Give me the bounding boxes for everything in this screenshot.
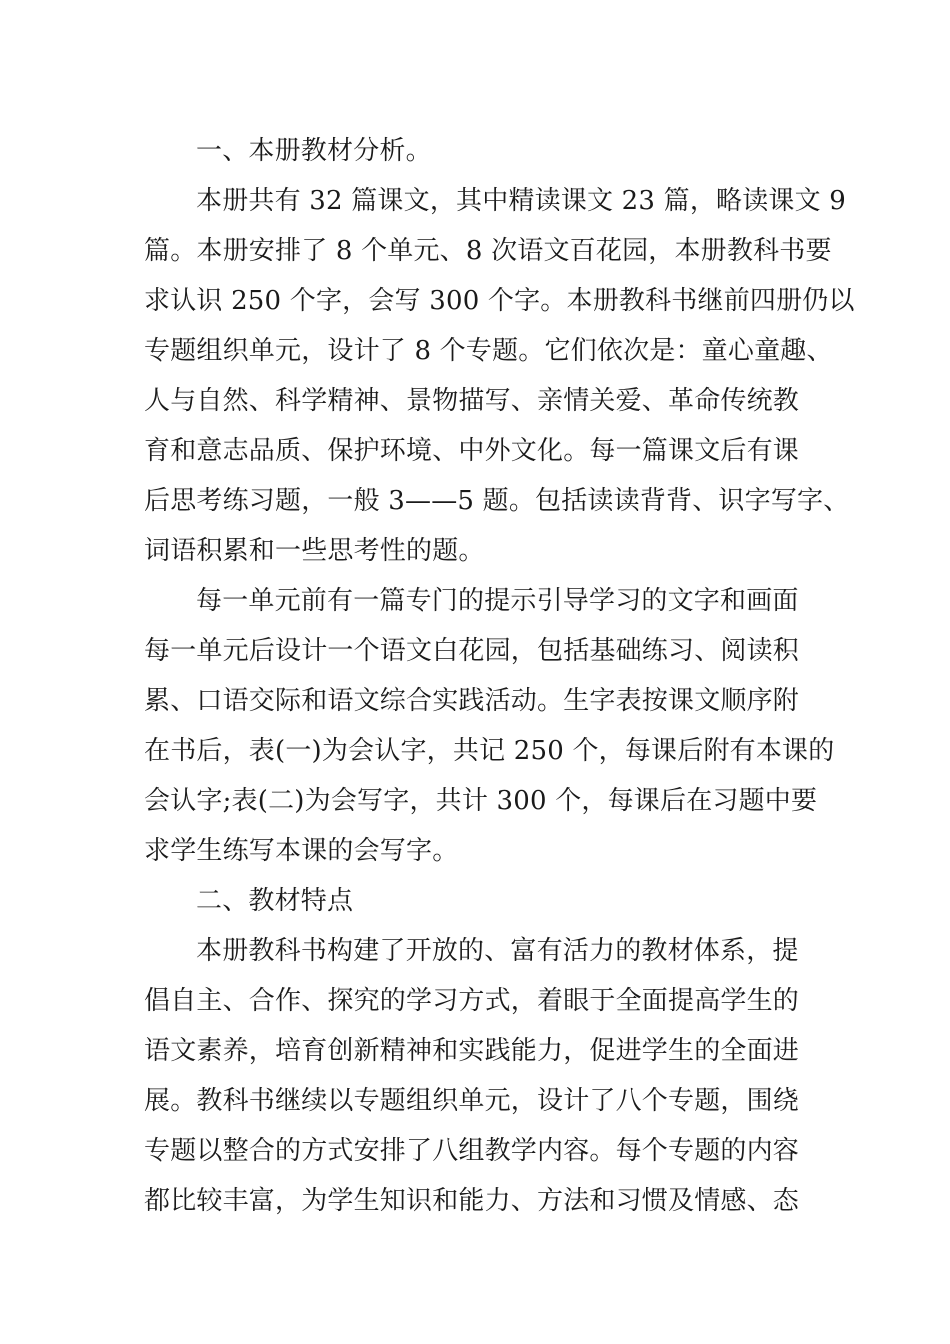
paragraph-line: 专题组织单元，设计了 8 个专题。它们依次是：童心童趣、 <box>144 336 833 366</box>
paragraph-line: 累、口语交际和语文综合实践活动。生字表按课文顺序附 <box>144 686 800 716</box>
paragraph-line: 育和意志品质、保护环境、中外文化。每一篇课文后有课 <box>144 436 800 466</box>
paragraph-line: 语文素养，培育创新精神和实践能力，促进学生的全面进 <box>144 1036 800 1066</box>
paragraph-line: 本册教科书构建了开放的、富有活力的教材体系，提 <box>196 936 799 966</box>
paragraph-line: 词语积累和一些思考性的题。 <box>144 536 485 566</box>
paragraph-line: 专题以整合的方式安排了八组教学内容。每个专题的内容 <box>144 1136 800 1166</box>
paragraph-line: 后思考练习题，一般 3——5 题。包括读读背背、识字写字、 <box>144 486 850 516</box>
paragraph-line: 展。教科书继续以专题组织单元，设计了八个专题，围绕 <box>144 1086 800 1116</box>
paragraph-line: 会认字;表(二)为会写字，共计 300 个，每课后在习题中要 <box>144 786 818 816</box>
paragraph-line: 倡自主、合作、探究的学习方式，着眼于全面提高学生的 <box>144 986 800 1016</box>
paragraph-line: 在书后，表(一)为会认字，共记 250 个，每课后附有本课的 <box>144 736 835 766</box>
paragraph-line: 每一单元后设计一个语文白花园，包括基础练习、阅读积 <box>144 636 800 666</box>
section-heading-2: 二、教材特点 <box>196 886 354 916</box>
paragraph-line: 都比较丰富，为学生知识和能力、方法和习惯及情感、态 <box>144 1186 800 1216</box>
paragraph-line: 求学生练写本课的会写字。 <box>144 836 459 866</box>
paragraph-line: 求认识 250 个字，会写 300 个字。本册教科书继前四册仍以 <box>144 286 855 316</box>
section-heading-1: 一、本册教材分析。 <box>196 136 432 166</box>
paragraph-line: 人与自然、科学精神、景物描写、亲情关爱、革命传统教 <box>144 386 800 416</box>
paragraph-line: 本册共有 32 篇课文，其中精读课文 23 篇，略读课文 9 <box>196 186 847 216</box>
paragraph-line: 每一单元前有一篇专门的提示引导学习的文字和画面 <box>196 586 799 616</box>
paragraph-line: 篇。本册安排了 8 个单元、8 次语文百花园，本册教科书要 <box>144 236 832 266</box>
